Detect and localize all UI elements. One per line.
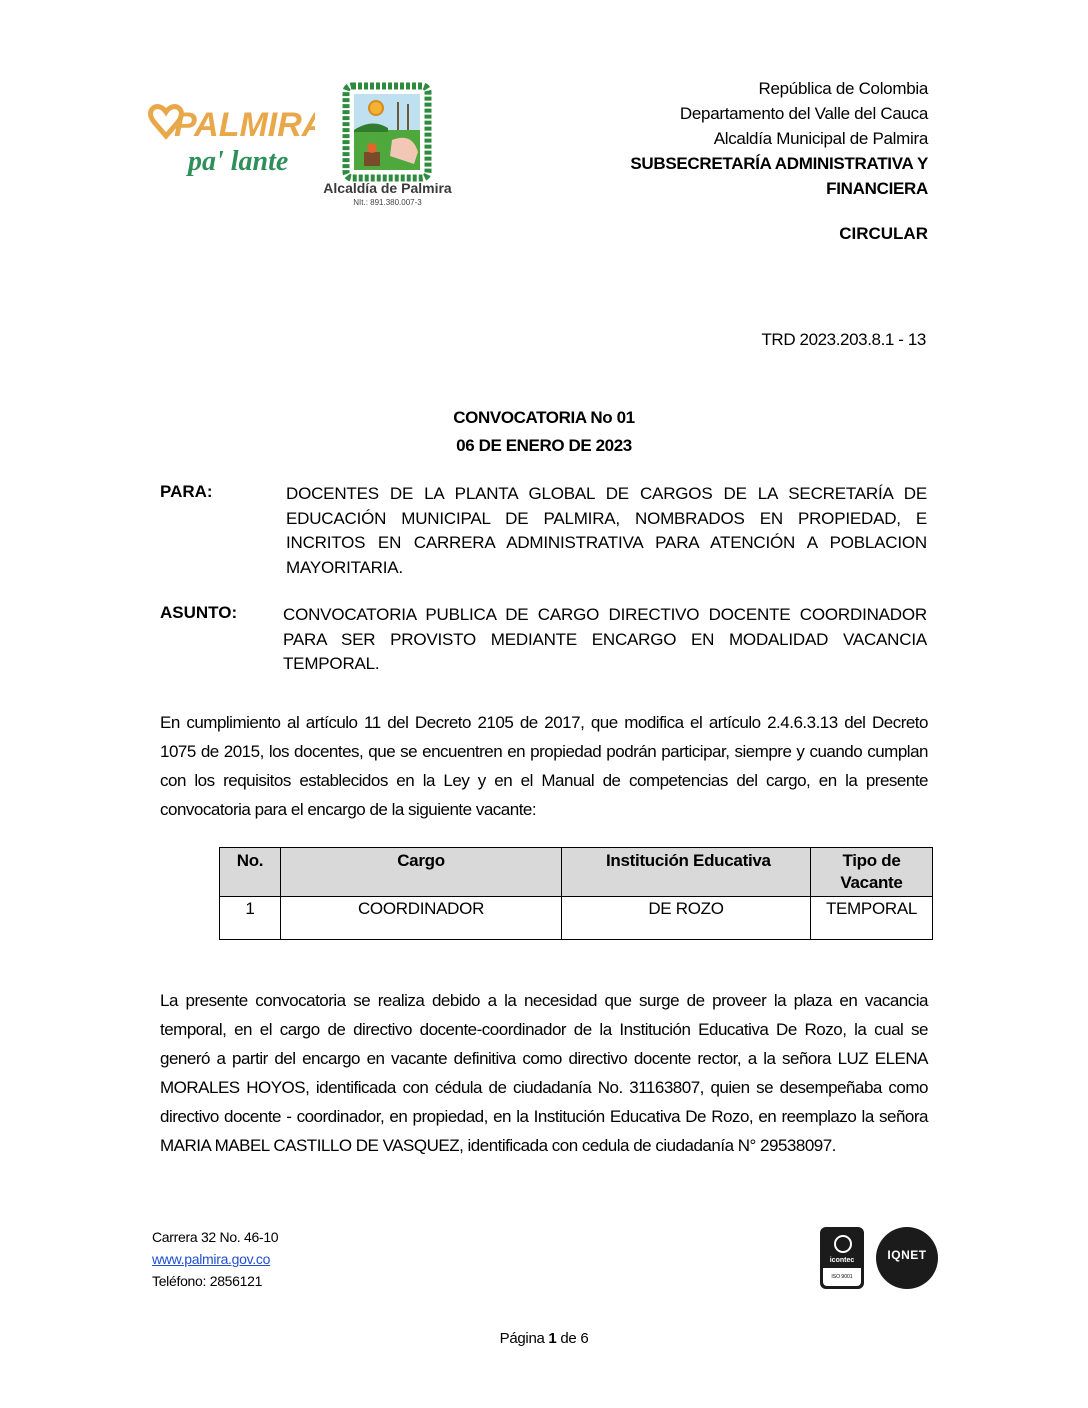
document-title bbox=[0, 404, 1088, 460]
asunto-label: ASUNTO: bbox=[160, 603, 238, 622]
icontec-certification-icon bbox=[820, 1227, 864, 1289]
footer-contact bbox=[152, 1226, 278, 1292]
convocatoria-date: 06 DE ENERO DE 2023 bbox=[456, 436, 632, 455]
body-paragraph-2: La presente convocatoria se realiza debido a la necesidad que surge de proveer la plaza en vacancia temporal, en el cargo de directivo docente-coordinador de la Institución Educativa De Rozo, la cual se generó a partir del encargo en vacante definitiva como directivo docente rector, a la señora LUZ ELENA MORALES HOYOS, identificada con cédula de ciudadanía No. 31163807, quien se desempeñaba como directivo docente - coordinador, en propiedad, en la Institución Educativa De Rozo, en reemplazo la señora MARIA MABEL CASTILLO DE VASQUEZ, identificada con cedula de ciudadanía N° 29538097. bbox=[160, 991, 928, 1155]
iqnet-certification-icon bbox=[876, 1227, 938, 1289]
col-header-tipo: Tipo de Vacante bbox=[811, 848, 933, 897]
page-sep: de bbox=[560, 1330, 577, 1347]
vacancy-table bbox=[219, 847, 933, 940]
palmira-logo-subtext: pa' lante bbox=[188, 146, 289, 177]
alcaldia-name: Alcaldía de Palmira bbox=[323, 180, 452, 196]
cell-no: 1 bbox=[220, 897, 281, 940]
col-header-institucion: Institución Educativa bbox=[562, 848, 811, 897]
trd-code: TRD 2023.203.8.1 - 13 bbox=[761, 330, 926, 349]
palmira-pa-lante-logo bbox=[140, 92, 315, 187]
footer-phone: Teléfono: 2856121 bbox=[152, 1273, 263, 1289]
palmira-logo-text: PALMIRA bbox=[174, 106, 315, 144]
col-header-no: No. bbox=[220, 848, 281, 897]
iqnet-brand: IQNET bbox=[887, 1248, 927, 1262]
footer-website-link[interactable]: www.palmira.gov.co bbox=[152, 1251, 271, 1267]
icontec-brand: icontec bbox=[829, 1257, 855, 1264]
body-paragraph-1: En cumplimiento al artículo 11 del Decreto 2105 de 2017, que modifica el artículo 2.4.6.3.13 del Decreto 1075 de 2015, los docentes, que se encuentren en propiedad podrán participar, siempre y cuando cumplan con los requisitos establecidos en la Ley y en el Manual de competencias del cargo, en la presente convocatoria para el encargo de la siguiente vacante: bbox=[160, 713, 928, 819]
alcaldia-nit: NIt.: 891.380.007-3 bbox=[353, 198, 422, 207]
table-row bbox=[220, 897, 933, 940]
letterhead-office-cont: FINANCIERA bbox=[826, 179, 928, 198]
letterhead-office: SUBSECRETARÍA ADMINISTRATIVA Y bbox=[630, 154, 928, 173]
letterhead-department: Departamento del Valle del Cauca bbox=[679, 104, 928, 123]
asunto-text: CONVOCATORIA PUBLICA DE CARGO DIRECTIVO DOCENTE COORDINADOR PARA SER PROVISTO MEDIANTE ENCARGO EN MODALIDAD VACANCIA TEMPORAL. bbox=[283, 605, 927, 673]
para-text: DOCENTES DE LA PLANTA GLOBAL DE CARGOS DE LA SECRETARÍA DE EDUCACIÓN MUNICIPAL DE PALMIRA, NOMBRADOS EN PROPIEDAD, E INCRITOS EN CARRERA ADMINISTRATIVA PARA ATENCIÓN A POBLACION MAYORITARIA. bbox=[286, 484, 927, 577]
letterhead-municipality: Alcaldía Municipal de Palmira bbox=[713, 129, 928, 148]
table-header-row bbox=[220, 848, 933, 897]
page-current: 1 bbox=[548, 1330, 557, 1347]
page-number bbox=[0, 1330, 1088, 1347]
icontec-ring-icon bbox=[834, 1235, 852, 1253]
letterhead bbox=[630, 76, 928, 201]
convocatoria-number: CONVOCATORIA No 01 bbox=[453, 408, 635, 427]
col-header-cargo: Cargo bbox=[281, 848, 562, 897]
page-total: 6 bbox=[580, 1330, 589, 1347]
para-label: PARA: bbox=[160, 482, 213, 501]
cell-tipo: TEMPORAL bbox=[811, 897, 933, 940]
icontec-standard: ISO 9001 bbox=[823, 1268, 861, 1286]
document-type: CIRCULAR bbox=[839, 224, 928, 243]
cell-cargo: COORDINADOR bbox=[281, 897, 562, 940]
alcaldia-seal-icon bbox=[342, 82, 432, 182]
letterhead-country: República de Colombia bbox=[758, 79, 928, 98]
footer-address: Carrera 32 No. 46-10 bbox=[152, 1229, 279, 1245]
page-label: Página bbox=[499, 1330, 545, 1347]
cell-institucion: DE ROZO bbox=[562, 897, 811, 940]
